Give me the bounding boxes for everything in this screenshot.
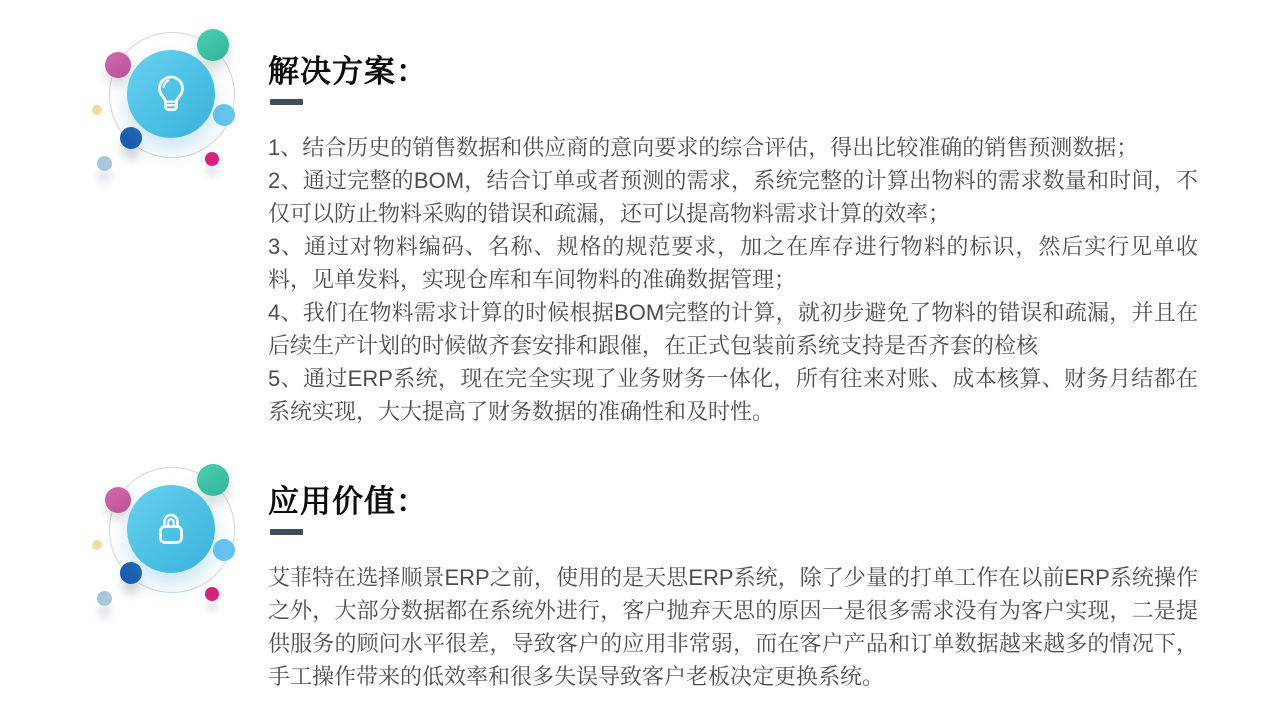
decorative-dot-cream <box>92 105 102 115</box>
lock-icon <box>147 505 195 553</box>
decorative-dot-orchid <box>105 487 131 513</box>
decorative-dot-darkblue <box>120 127 142 149</box>
solution-icon-cluster <box>88 25 248 185</box>
solution-item-1: 1、结合历史的销售数据和供应商的意向要求的综合评估，得出比较准确的销售预测数据； <box>268 135 1139 160</box>
decorative-dot-magenta <box>205 152 219 166</box>
decorative-dot-lightblue <box>213 104 235 126</box>
decorative-dot-magenta <box>205 587 219 601</box>
solution-title: 解决方案： <box>268 54 428 89</box>
solution-icon-circle <box>127 50 215 138</box>
decorative-dot-lightblue <box>213 539 235 561</box>
decorative-dot-teal <box>197 29 229 61</box>
decorative-dot-darkblue <box>120 562 142 584</box>
value-body <box>268 561 1198 693</box>
decorative-dot-cream <box>92 540 102 550</box>
decorative-dot-orchid <box>105 52 131 78</box>
solution-title-underline <box>270 99 303 105</box>
value-icon-circle <box>127 485 215 573</box>
solution-item-4: 4、我们在物料需求计算的时候根据BOM完整的计算，就初步避免了物料的错误和疏漏，并且在后续生产计划的时候做齐套安排和跟催，在正式包装前系统支持是否齐套的检核 <box>268 300 1198 358</box>
decorative-dot-teal <box>197 464 229 496</box>
decorative-dot-steel <box>97 156 112 171</box>
value-paragraph: 艾菲特在选择顺景ERP之前，使用的是天思ERP系统，除了少量的打单工作在以前ERP系统操作之外，大部分数据都在系统外进行，客户抛弃天思的原因一是很多需求没有为客户实现，二是提供服务的顾问水平很差，导致客户的应用非常弱，而在客户产品和订单数据越来越多的情况下，手工操作带来的低效率和很多失误导致客户老板决定更换系统。 <box>268 565 1198 689</box>
solution-item-5: 5、通过ERP系统，现在完全实现了业务财务一体化，所有往来对账、成本核算、财务月结都在系统实现，大大提高了财务数据的准确性和及时性。 <box>268 366 1198 424</box>
lightbulb-icon <box>147 70 195 118</box>
solution-item-3: 3、通过对物料编码、名称、规格的规范要求，加之在库存进行物料的标识，然后实行见单收料，见单发料，实现仓库和车间物料的准确数据管理； <box>268 234 1198 292</box>
value-icon-cluster <box>88 460 248 620</box>
value-title: 应用价值： <box>268 484 428 519</box>
decorative-dot-steel <box>97 591 112 606</box>
solution-body <box>268 131 1198 428</box>
value-title-underline <box>270 529 303 535</box>
solution-item-2: 2、通过完整的BOM，结合订单或者预测的需求，系统完整的计算出物料的需求数量和时间，不仅可以防止物料采购的错误和疏漏，还可以提高物料需求计算的效率； <box>268 168 1198 226</box>
